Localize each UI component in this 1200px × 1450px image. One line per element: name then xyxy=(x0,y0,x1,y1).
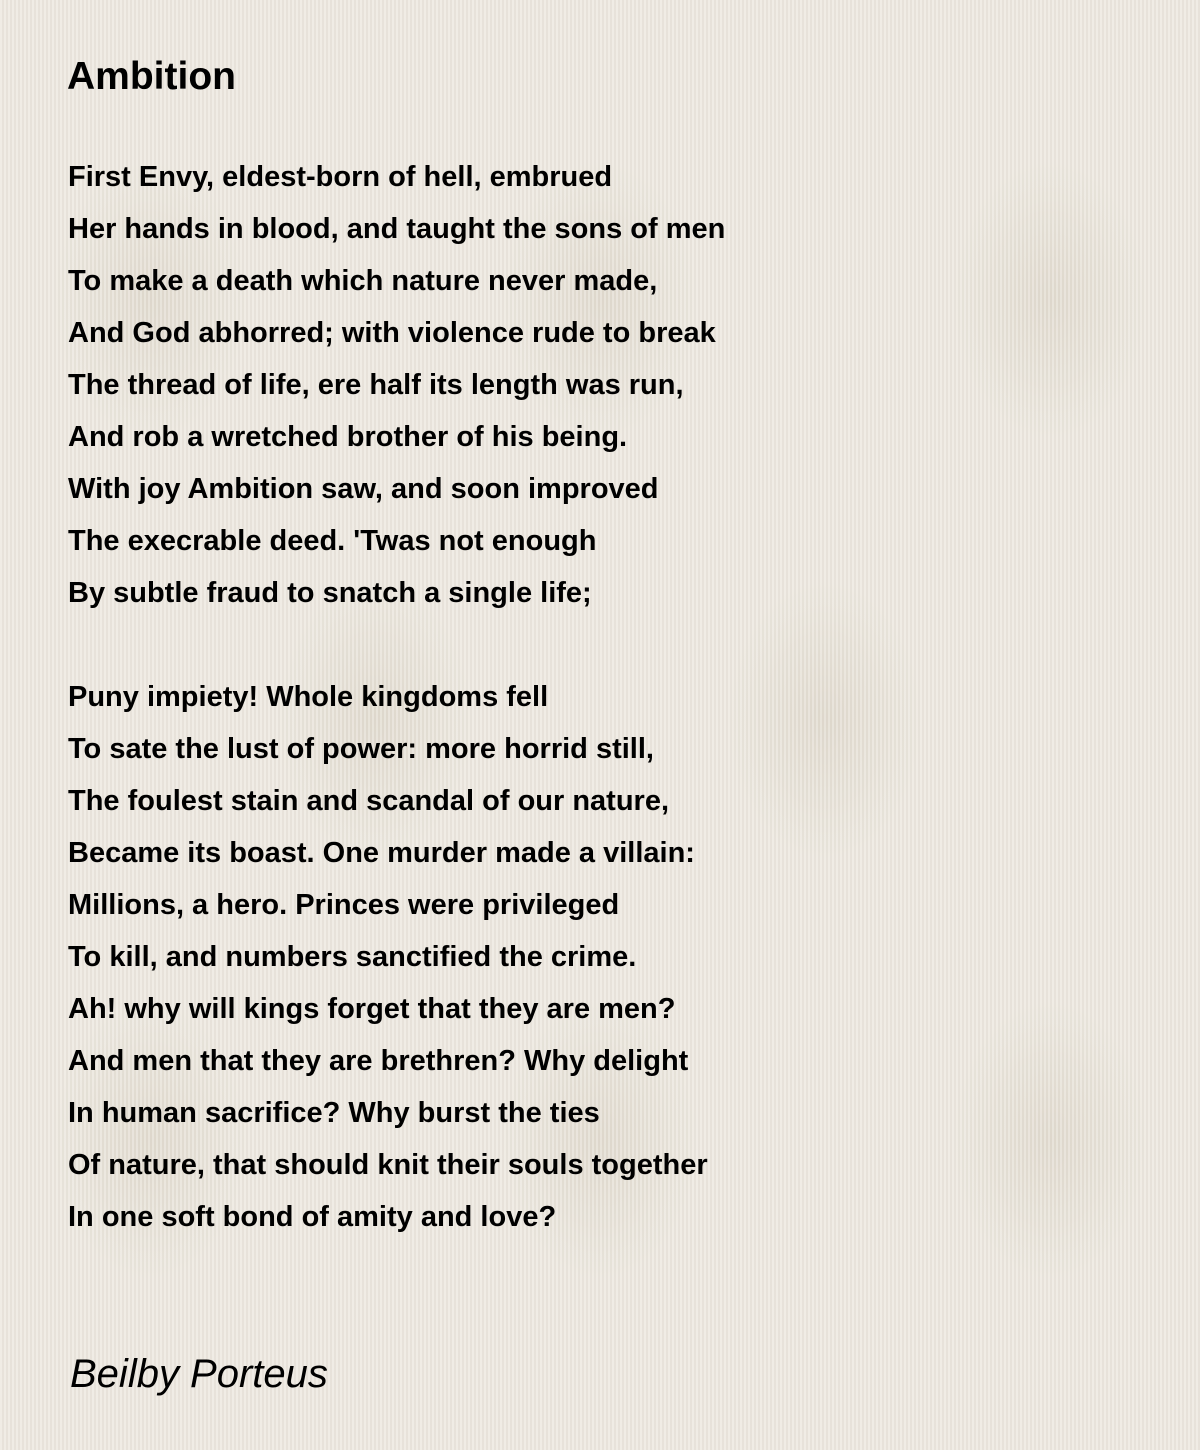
poem-body xyxy=(68,151,1148,1295)
poem-line: By subtle fraud to snatch a single life; xyxy=(68,577,592,609)
stanza-1 xyxy=(68,151,1148,619)
poem-line: To kill, and numbers sanctified the crime. xyxy=(68,941,637,973)
poem-line: To sate the lust of power: more horrid still, xyxy=(68,733,654,765)
poem-line: Her hands in blood, and taught the sons of men xyxy=(68,213,726,245)
poem-line: In human sacrifice? Why burst the ties xyxy=(68,1097,600,1129)
stanza-2 xyxy=(68,671,1148,1243)
poem-author: Beilby Porteus xyxy=(70,1352,328,1396)
poem-line: Millions, a hero. Princes were privileged xyxy=(68,889,620,921)
poem-title: Ambition xyxy=(67,55,236,98)
poem-line: Became its boast. One murder made a villain: xyxy=(68,837,695,869)
poem-line: Ah! why will kings forget that they are men? xyxy=(68,993,676,1025)
poem-line: To make a death which nature never made, xyxy=(68,265,658,297)
poem-line: The thread of life, ere half its length was run, xyxy=(68,369,684,401)
poem-line: Puny impiety! Whole kingdoms fell xyxy=(68,681,549,713)
poem-line: And God abhorred; with violence rude to break xyxy=(68,317,716,349)
poem-line: The foulest stain and scandal of our nature, xyxy=(68,785,670,817)
poem-line: In one soft bond of amity and love? xyxy=(68,1201,557,1233)
poem-line: And men that they are brethren? Why delight xyxy=(68,1045,689,1077)
poem-line: With joy Ambition saw, and soon improved xyxy=(68,473,659,505)
poem-line: And rob a wretched brother of his being. xyxy=(68,421,628,453)
poem-line: The execrable deed. 'Twas not enough xyxy=(68,525,597,557)
poem-line: First Envy, eldest-born of hell, embrued xyxy=(68,161,613,193)
poem-line: Of nature, that should knit their souls together xyxy=(68,1149,708,1181)
